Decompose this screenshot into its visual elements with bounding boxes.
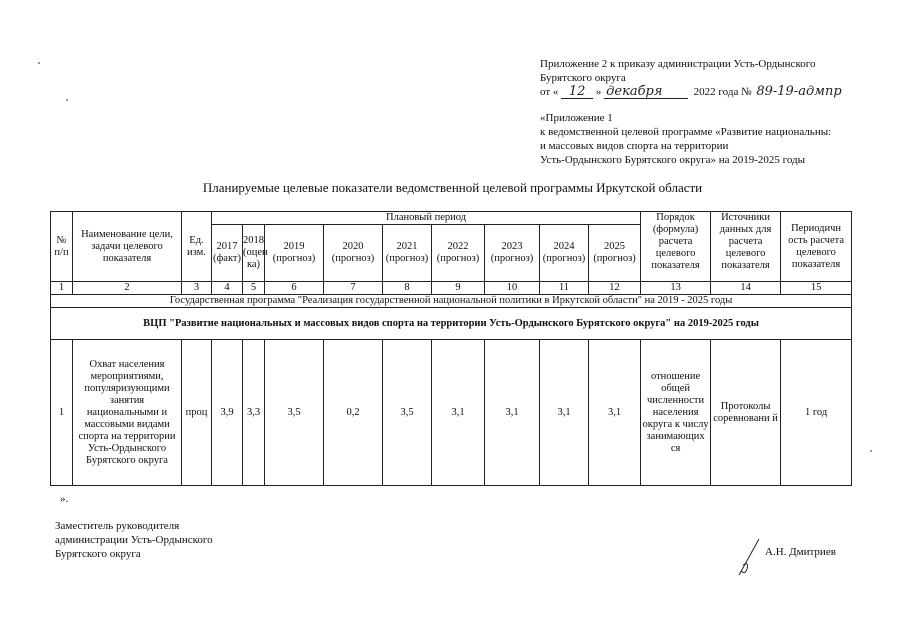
col-number: 14 <box>711 282 781 295</box>
col-header-year: 2022 (прогноз) <box>432 225 485 282</box>
annex-line-4: Усть-Ордынского Бурятского округа» на 2019-2025 годы <box>540 154 806 166</box>
handwritten-month: декабря <box>604 85 688 99</box>
annex-line-2: к ведомственной целевой программе «Развитие национальны: <box>540 126 832 138</box>
document-header <box>540 57 900 167</box>
col-number: 4 <box>212 282 243 295</box>
col-number: 8 <box>383 282 432 295</box>
col-number: 5 <box>243 282 265 295</box>
row-value: 3,5 <box>383 340 432 486</box>
scan-speck <box>38 62 40 64</box>
col-number: 10 <box>485 282 540 295</box>
row-value: 3,3 <box>243 340 265 486</box>
col-number: 12 <box>589 282 641 295</box>
header-date-line <box>540 85 900 99</box>
date-mid: » <box>595 86 602 98</box>
col-header-year: 2018 (оцен ка) <box>243 225 265 282</box>
date-prefix: от « <box>540 86 559 98</box>
closing-quote: ». <box>60 493 69 505</box>
col-number: 7 <box>324 282 383 295</box>
header-line-2: Бурятского округа <box>540 72 626 84</box>
col-number: 9 <box>432 282 485 295</box>
col-header-num: № п/п <box>51 212 73 282</box>
col-number: 6 <box>265 282 324 295</box>
col-header-year: 2020 (прогноз) <box>324 225 383 282</box>
row-value: 3,9 <box>212 340 243 486</box>
row-num: 1 <box>51 340 73 486</box>
scan-speck <box>870 450 872 452</box>
row-value: 0,2 <box>324 340 383 486</box>
col-number: 2 <box>73 282 182 295</box>
row-source: Протоколы соревновани й <box>711 340 781 486</box>
handwritten-signature <box>735 535 765 580</box>
col-number: 11 <box>540 282 589 295</box>
signature-line-3: Бурятского округа <box>55 548 141 560</box>
signature-line-1: Заместитель руководителя <box>55 520 180 532</box>
row-value: 3,1 <box>540 340 589 486</box>
row-value: 3,5 <box>265 340 324 486</box>
col-number: 13 <box>641 282 711 295</box>
row-periodicity: 1 год <box>781 340 852 486</box>
row-value: 3,1 <box>485 340 540 486</box>
indicators-table <box>50 211 852 486</box>
col-header-period: Плановый период <box>212 212 641 225</box>
col-header-year: 2017 (факт) <box>212 225 243 282</box>
signatory-name: А.Н. Дмитриев <box>765 546 836 558</box>
program-row: Государственная программа "Реализация государственной национальной политики в Иркутской области" на 2019 - 2025 годы <box>51 295 852 308</box>
handwritten-day: 12 <box>561 85 593 99</box>
col-header-year: 2024 (прогноз) <box>540 225 589 282</box>
col-header-year: 2021 (прогноз) <box>383 225 432 282</box>
row-name: Охват населения мероприятиями, популяризующими занятия национальными и массовыми видами спорта на территории Усть-Ордынского Бурятского округа <box>73 340 182 486</box>
col-header-year: 2023 (прогноз) <box>485 225 540 282</box>
table-row <box>51 340 852 486</box>
signature-block <box>55 519 213 561</box>
vcp-row: ВЦП "Развитие национальных и массовых видов спорта на территории Усть-Ордынского Бурятского округа" на 2019-2025 годы <box>51 308 852 340</box>
col-number: 1 <box>51 282 73 295</box>
col-header-source: Источники данных для расчета целевого показателя <box>711 212 781 282</box>
annex-line-3: и массовых видов спорта на территории <box>540 140 729 152</box>
row-value: 3,1 <box>432 340 485 486</box>
col-header-name: Наименование цели, задачи целевого показателя <box>73 212 182 282</box>
handwritten-number: 89-19-адмпр <box>756 84 842 99</box>
col-header-order: Порядок (формула) расчета целевого показателя <box>641 212 711 282</box>
row-value: 3,1 <box>589 340 641 486</box>
header-line-1: Приложение 2 к приказу администрации Усть-Ордынского <box>540 58 816 70</box>
scan-speck <box>66 99 68 101</box>
year-text: 2022 года № <box>693 86 752 98</box>
col-header-year: 2025 (прогноз) <box>589 225 641 282</box>
signature-line-2: администрации Усть-Ордынского <box>55 534 213 546</box>
col-number: 3 <box>182 282 212 295</box>
col-number: 15 <box>781 282 852 295</box>
row-unit: проц <box>182 340 212 486</box>
document-title: Планируемые целевые показатели ведомственной целевой программы Иркутской области <box>202 180 703 195</box>
col-header-periodicity: Периодичн ость расчета целевого показателя <box>781 212 852 282</box>
col-header-unit: Ед. изм. <box>182 212 212 282</box>
row-order: отношение общей численности населения округа к числу занимающих ся <box>641 340 711 486</box>
annex-line-1: «Приложение 1 <box>540 112 613 124</box>
col-header-year: 2019 (прогноз) <box>265 225 324 282</box>
